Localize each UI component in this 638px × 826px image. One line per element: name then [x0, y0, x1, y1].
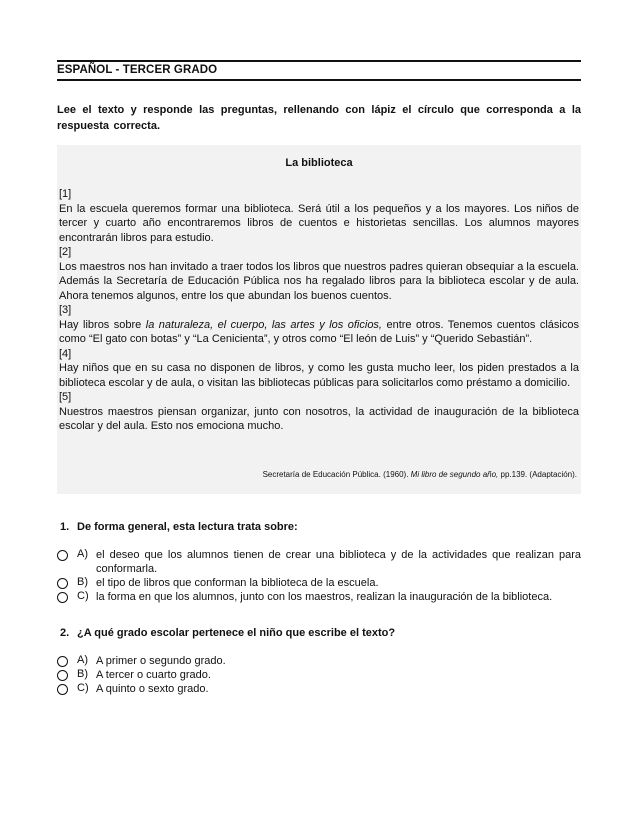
option-letter: B) — [77, 576, 88, 588]
option-letter: B) — [77, 668, 88, 680]
option-2a[interactable] — [57, 654, 581, 668]
source-italic: Mi libro de segundo año, — [410, 470, 499, 479]
source-citation — [263, 470, 577, 480]
answer-bubble[interactable] — [57, 578, 68, 589]
question-text: De forma general, esta lectura trata sobre: — [77, 521, 298, 533]
reading-body — [59, 187, 579, 434]
option-2c[interactable] — [57, 682, 581, 696]
option-text: la forma en que los alumnos, junto con los maestros, realizan la inauguración de la biblioteca. — [96, 591, 553, 603]
source-pre: Secretaría de Educación Pública. (1960). — [262, 470, 411, 479]
paragraph-number: [1] — [59, 188, 72, 200]
question-text: ¿A qué grado escolar pertenece el niño que escribe el texto? — [77, 627, 396, 639]
question-1-options — [57, 548, 581, 604]
option-1b[interactable] — [57, 576, 581, 590]
option-letter: C) — [77, 590, 89, 602]
reading-box — [57, 145, 581, 494]
reading-title: La biblioteca — [285, 157, 353, 169]
answer-bubble[interactable] — [57, 670, 68, 681]
option-2b[interactable] — [57, 668, 581, 682]
question-1 — [60, 520, 580, 534]
question-2-options — [57, 654, 581, 696]
paragraph-text — [59, 318, 579, 347]
question-number: 1. — [60, 521, 70, 533]
answer-bubble[interactable] — [57, 656, 68, 667]
paragraph-number: [3] — [59, 304, 72, 316]
paragraph-number: [2] — [59, 246, 72, 258]
page-header — [57, 60, 581, 81]
option-text: A primer o segundo grado. — [96, 655, 226, 667]
paragraph-text-italic: la naturaleza, el cuerpo, las artes y los oficios, — [145, 318, 382, 331]
option-letter: A) — [77, 654, 88, 666]
answer-bubble[interactable] — [57, 684, 68, 695]
option-text: el deseo que los alumnos tienen de crear una biblioteca y de la actividades que realizan para conformarla. — [96, 549, 581, 575]
question-2 — [60, 626, 580, 640]
source-post: pp.139. (Adaptación). — [498, 470, 577, 479]
option-text: el tipo de libros que conforman la biblioteca de la escuela. — [96, 577, 379, 589]
question-number: 2. — [60, 627, 70, 639]
instructions: Lee el texto y responde las preguntas, rellenando con lápiz el círculo que corresponda a la respuesta correcta. — [57, 104, 581, 132]
paragraph-text: En la escuela queremos formar una biblioteca. Será útil a los pequeños y a los mayores. Los niños de tercer y cuarto año encontraremos libros de cuentos e historietas sencillas. Los alumnos mayores encontrarán libros para estudio. — [59, 202, 579, 244]
option-1a[interactable] — [57, 548, 581, 576]
paragraph-number: [4] — [59, 347, 72, 360]
paragraph-text-post: entre otros. Tenemos cuentos clásicos como “El gato con botas” y “La Cenicienta”, y otros como “El león de Luis” y “Querido Sebastián”. — [59, 318, 579, 345]
option-letter: C) — [77, 682, 89, 694]
paragraph-text: Hay niños que en su casa no disponen de libros, y como les gusta mucho leer, los piden prestados a la biblioteca escolar y de aula, o visitan las bibliotecas públicas para solicitarlos como préstamo a domicilio. — [59, 362, 579, 389]
option-text: A quinto o sexto grado. — [96, 683, 209, 695]
answer-bubble[interactable] — [57, 550, 68, 561]
paragraph-text: Nuestros maestros piensan organizar, junto con nosotros, la actividad de inauguración de la biblioteca escolar y del aula. Esto nos emociona mucho. — [59, 405, 579, 432]
paragraph-text-pre: Hay libros sobre — [59, 318, 146, 331]
paragraph-number: [5] — [59, 391, 72, 403]
paragraph-text: Los maestros nos han invitado a traer todos los libros que nuestros padres quieran obsequiar a la escuela. Además la Secretaría de Educación Pública nos ha regalado libros para la biblioteca escolar y de aula. Ahora tenemos algunos, entre los que abundan los buenos cuentos. — [59, 260, 579, 302]
header-title: ESPAÑOL - TERCER GRADO — [57, 64, 218, 76]
answer-bubble[interactable] — [57, 592, 68, 603]
option-text: A tercer o cuarto grado. — [96, 669, 211, 681]
option-letter: A) — [77, 548, 88, 560]
option-1c[interactable] — [57, 590, 581, 604]
